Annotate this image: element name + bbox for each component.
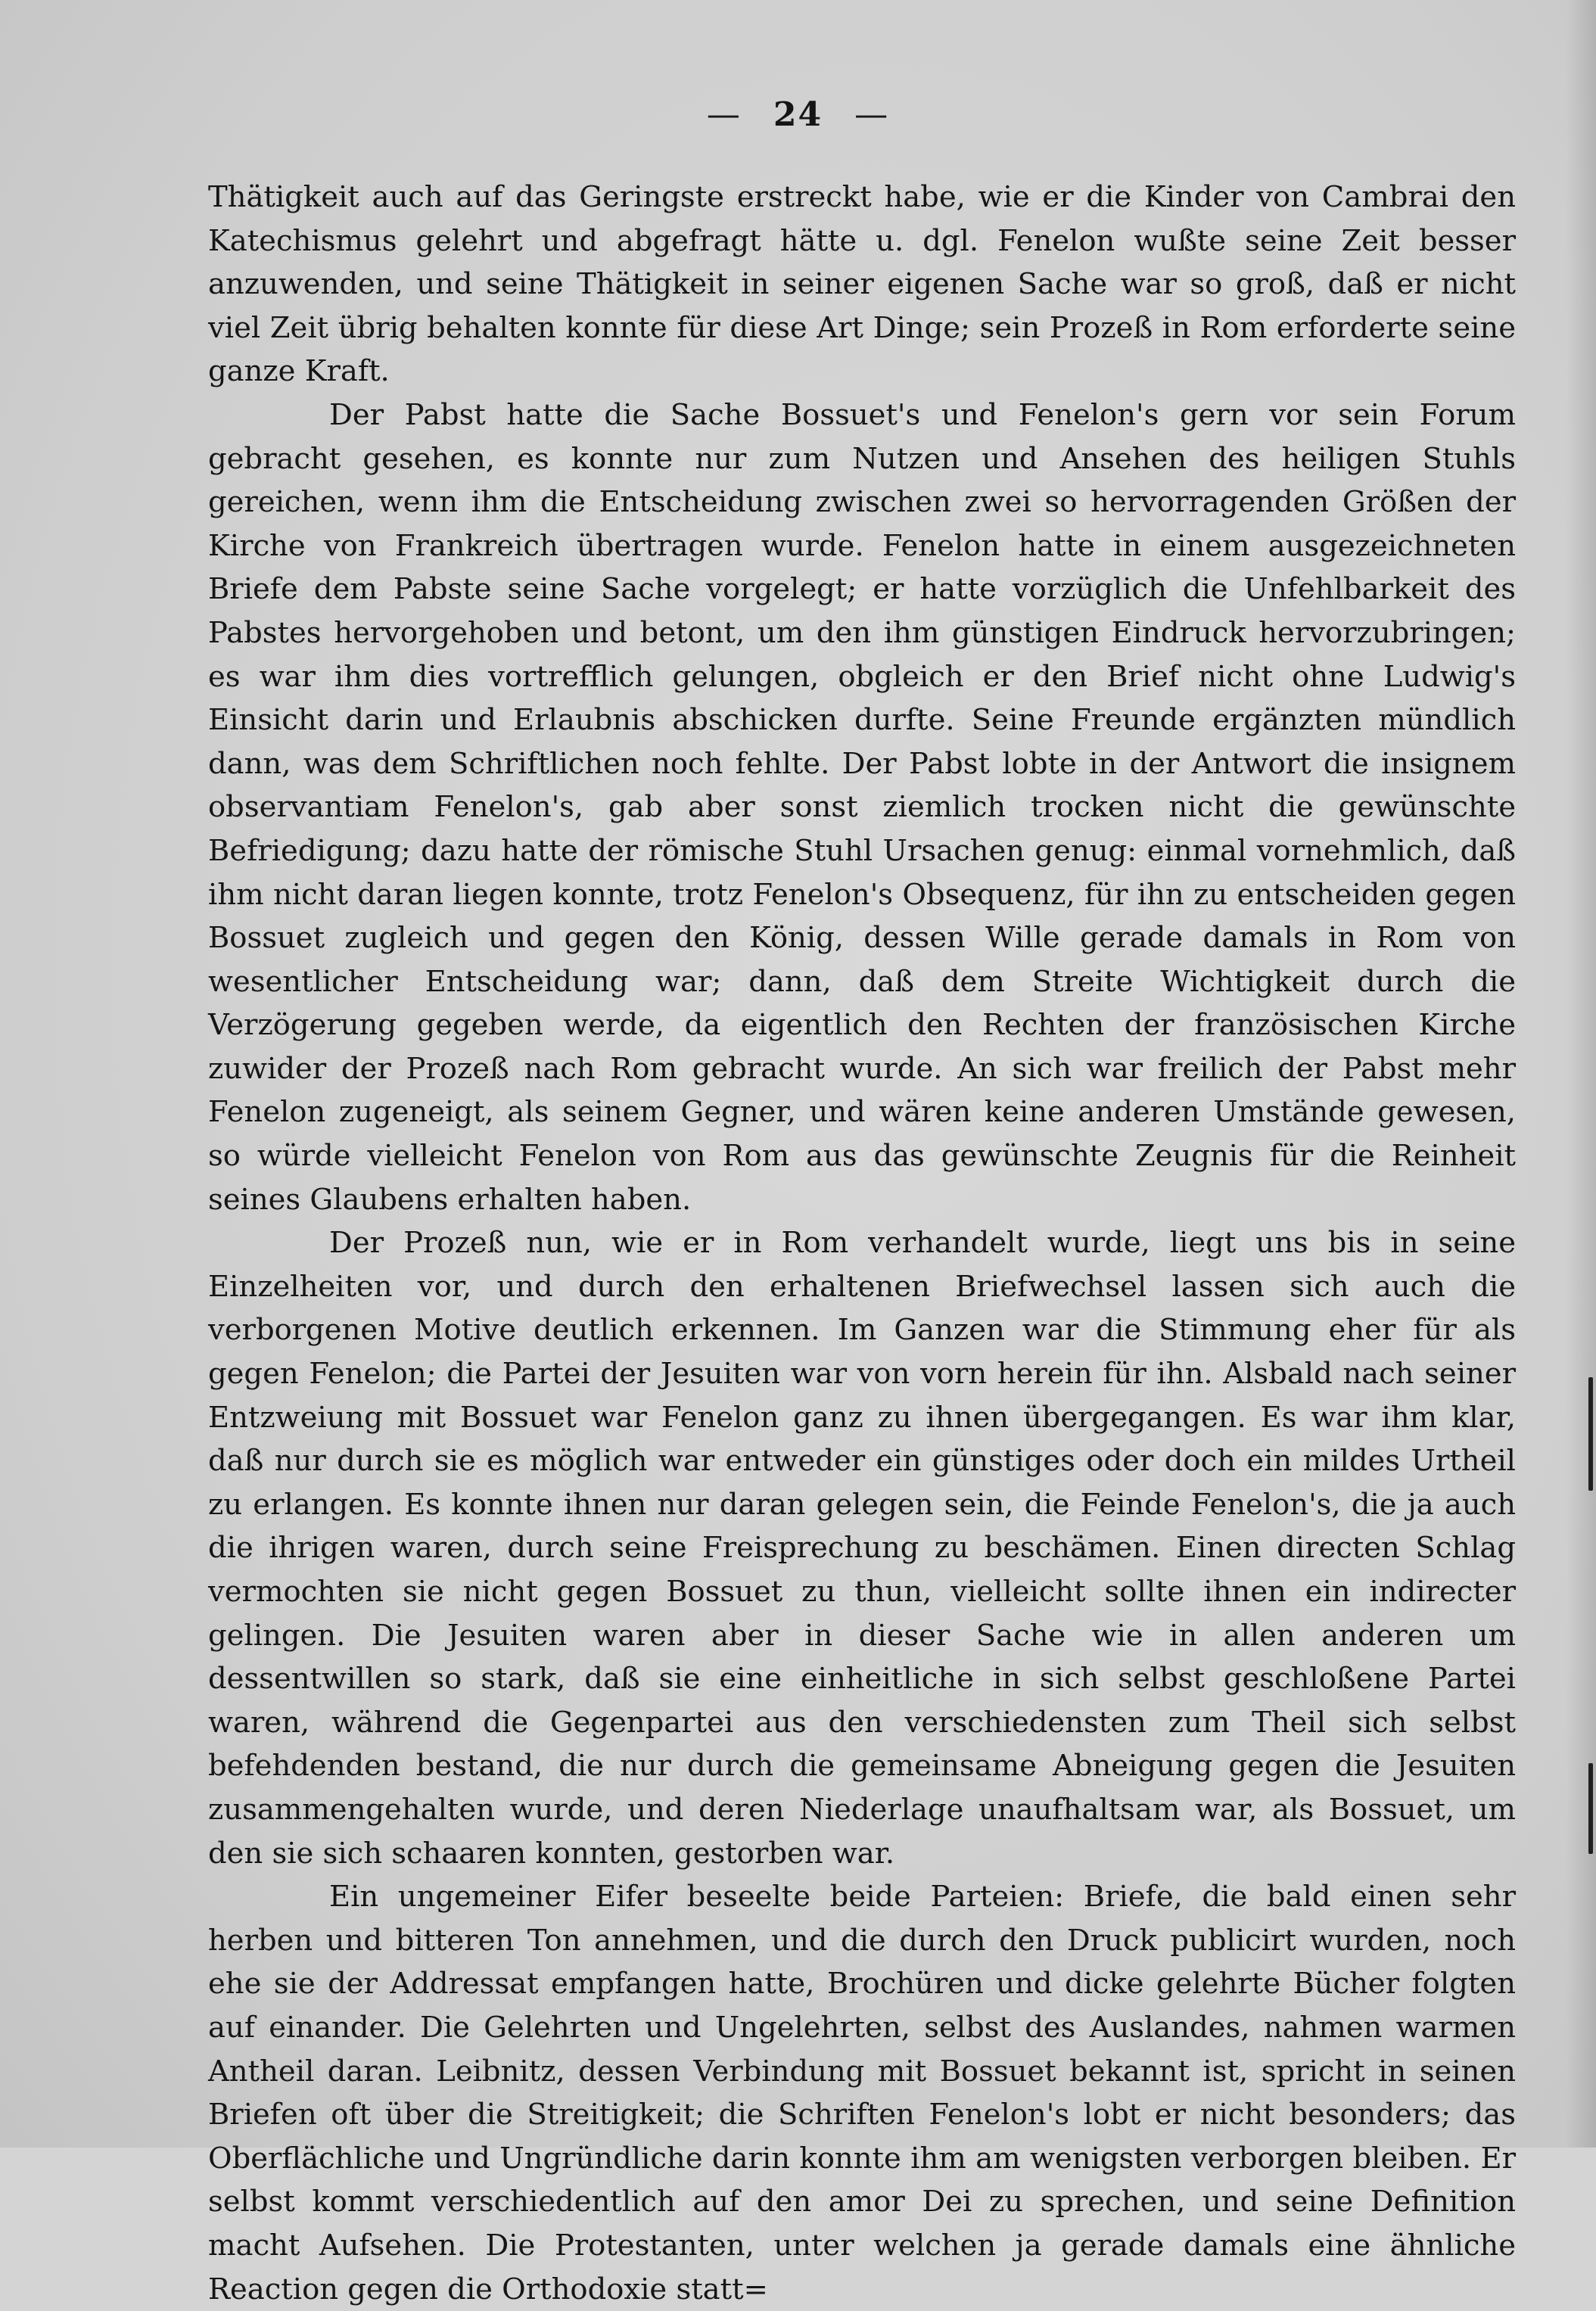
paragraph-continued: Thätigkeit auch auf das Geringste erstreckt habe, wie er die Kinder von Cambrai den Katechismus gelehrt und abgefragt hätte u. dgl. Fenelon wußte seine Zeit besser anzuwenden, und seine Thätigkeit in seiner eigenen Sache war so groß, daß er nicht viel Zeit übrig behalten konnte für diese Art Dinge; sein Prozeß in Rom erforderte seine ganze Kraft. (208, 180, 1516, 389)
body-text (208, 176, 1516, 2311)
page-number-header (0, 95, 1596, 134)
binding-mark (1588, 1763, 1593, 1854)
paragraph: Der Prozeß nun, wie er in Rom verhandelt wurde, liegt uns bis in seine Einzelheiten vor, und durch den erhaltenen Briefwechsel lassen sich auch die verborgenen Motive deutlich erkennen. Im Ganzen war die Stimmung eher für als gegen Fenelon; die Partei der Jesuiten war von vorn herein für ihn. Alsbald nach seiner Entzweiung mit Bossuet war Fenelon ganz zu ihnen übergegangen. Es war ihm klar, daß nur durch sie es möglich war entweder ein günstiges oder doch ein mildes Urtheil zu erlangen. Es konnte ihnen nur daran gelegen sein, die Feinde Fenelon's, die ja auch die ihrigen waren, durch seine Freisprechung zu beschämen. Einen directen Schlag vermochten sie nicht gegen Bossuet zu thun, vielleicht sollte ihnen ein indirecter gelingen. Die Jesuiten waren aber in dieser Sache wie in allen anderen um dessentwillen so stark, daß sie eine einheitliche in sich selbst geschloßene Partei waren, während die Gegenpartei aus den verschiedensten zum Theil sich selbst befehdenden bestand, die nur durch die gemeinsame Abneigung gegen die Jesuiten zusammengehalten wurde, und deren Niederlage unaufhaltsam war, als Bossuet, um den sie sich schaaren konnten, gestorben war. (208, 1226, 1516, 1871)
page-number: 24 (773, 95, 823, 134)
paragraph: Ein ungemeiner Eifer beseelte beide Parteien: Briefe, die bald einen sehr herben und bitteren Ton annehmen, und die durch den Druck publicirt wurden, noch ehe sie der Addressat empfangen hatte, Brochüren und dicke gelehrte Bücher folgten auf einander. Die Gelehrten und Ungelehrten, selbst des Auslandes, nahmen warmen Antheil daran. Leibnitz, dessen Verbindung mit Bossuet bekannt ist, spricht in seinen Briefen oft über die Streitigkeit; die Schriften Fenelon's lobt er nicht besonders; das Oberflächliche und Ungründliche darin konnte ihm am wenigsten verborgen bleiben. Er selbst kommt verschiedentlich auf den amor Dei zu sprechen, und seine Definition macht Aufsehen. Die Protestanten, unter welchen ja gerade damals eine ähnliche Reaction gegen die Orthodoxie statt= (208, 1880, 1516, 2306)
header-dash-right: — (854, 95, 890, 134)
paragraph: Der Pabst hatte die Sache Bossuet's und Fenelon's gern vor sein Forum gebracht gesehen, es konnte nur zum Nutzen und Ansehen des heiligen Stuhls gereichen, wenn ihm die Entscheidung zwischen zwei so hervorragenden Größen der Kirche von Frankreich übertragen wurde. Fenelon hatte in einem ausgezeichneten Briefe dem Pabste seine Sache vorgelegt; er hatte vorzüglich die Unfehlbarkeit des Pabstes hervorgehoben und betont, um den ihm günstigen Eindruck hervorzubringen; es war ihm dies vortrefflich gelungen, obgleich er den Brief nicht ohne Ludwig's Einsicht darin und Erlaubnis abschicken durfte. Seine Freunde ergänzten mündlich dann, was dem Schriftlichen noch fehlte. Der Pabst lobte in der Antwort die insignem observantiam Fenelon's, gab aber sonst ziemlich trocken nicht die gewünschte Befriedigung; dazu hatte der römische Stuhl Ursachen genug: einmal vornehmlich, daß ihm nicht daran liegen konnte, trotz Fenelon's Obsequenz, für ihn zu entscheiden gegen Bossuet zugleich und gegen den König, dessen Wille gerade damals in Rom von wesentlicher Entscheidung war; dann, daß dem Streite Wichtigkeit durch die Verzögerung gegeben werde, da eigentlich den Rechten der französischen Kirche zuwider der Prozeß nach Rom gebracht wurde. An sich war freilich der Pabst mehr Fenelon zugeneigt, als seinem Gegner, und wären keine anderen Umstände gewesen, so würde vielleicht Fenelon von Rom aus das gewünschte Zeugnis für die Reinheit seines Glaubens erhalten haben. (208, 397, 1516, 1217)
header-dash-left: — (706, 95, 742, 134)
binding-mark (1588, 1377, 1593, 1491)
